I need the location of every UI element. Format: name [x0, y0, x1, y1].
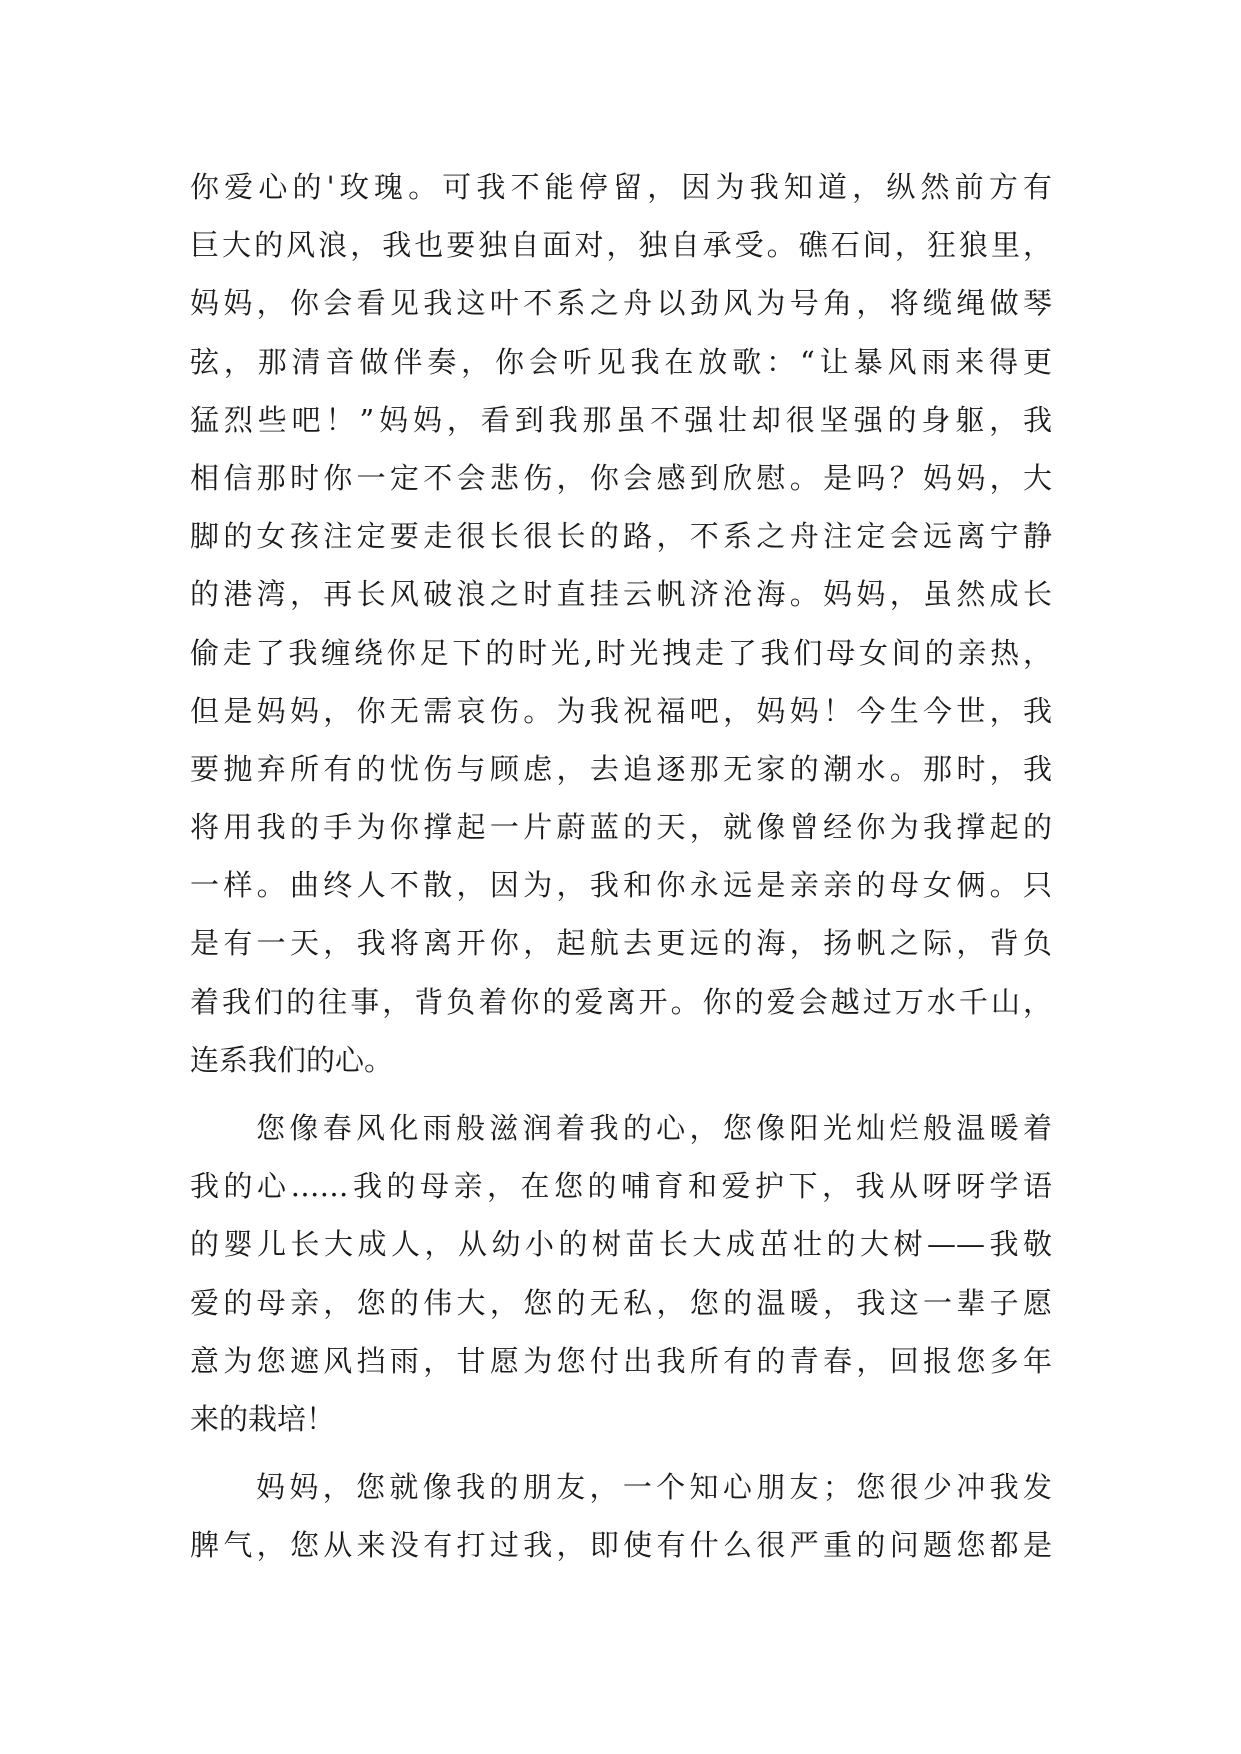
text-line: 意为您遮风挡雨，甘愿为您付出我所有的青春，回报您多年	[190, 1343, 1052, 1378]
text-line: 的婴儿长大成人，从幼小的树苗长大成茁壮的大树——我敬	[190, 1227, 1052, 1262]
text-line: 妈妈，你会看见我这叶不系之舟以劲风为号角，将缆绳做琴	[190, 286, 1052, 321]
paragraph-spacer	[190, 1448, 1052, 1458]
text-line: 脚的女孩注定要走很长很长的路，不系之舟注定会远离宁静	[190, 519, 1052, 554]
text-line: 妈妈，您就像我的朋友，一个知心朋友；您很少冲我发	[256, 1470, 1052, 1505]
text-line: 相信那时你一定不会悲伤，你会感到欣慰。是吗？妈妈，大	[190, 460, 1052, 495]
text-line: 弦，那清音做伴奏，你会听见我在放歌：“让暴风雨来得更	[190, 344, 1052, 379]
text-line: 着我们的往事，背负着你的爱离开。你的爱会越过万水千山，	[190, 984, 1052, 1019]
text-line: 但是妈妈，你无需哀伤。为我祝福吧，妈妈！今生今世，我	[190, 693, 1052, 728]
text-line: 是有一天，我将离开你，起航去更远的海，扬帆之际，背负	[190, 926, 1052, 961]
paragraph-2	[190, 1099, 1052, 1448]
text-line: 巨大的风浪，我也要独自面对，独自承受。礁石间，狂狼里，	[190, 228, 1052, 263]
text-line: 猛烈些吧！”妈妈，看到我那虽不强壮却很坚强的身躯，我	[190, 402, 1052, 437]
text-line: 偷走了我缠绕你足下的时光,时光拽走了我们母女间的亲热，	[190, 635, 1052, 670]
text-line: 我的心……我的母亲，在您的哺育和爱护下，我从呀呀学语	[190, 1169, 1052, 1204]
text-line: 一样。曲终人不散，因为，我和你永远是亲亲的母女俩。只	[190, 868, 1052, 903]
text-line: 爱的母亲，您的伟大，您的无私，您的温暖，我这一辈子愿	[190, 1285, 1052, 1320]
text-line: 来的栽培！	[190, 1401, 336, 1436]
text-line: 你爱心的'玫瑰。可我不能停留，因为我知道，纵然前方有	[190, 170, 1052, 204]
text-line: 连系我们的心。	[190, 1042, 394, 1077]
text-line: 将用我的手为你撑起一片蔚蓝的天，就像曾经你为我撑起的	[190, 810, 1052, 845]
paragraph-1	[190, 158, 1052, 1089]
text-line: 的港湾，再长风破浪之时直挂云帆济沧海。妈妈，虽然成长	[190, 577, 1052, 612]
document-body	[190, 158, 1052, 1575]
text-line: 脾气，您从来没有打过我，即使有什么很严重的问题您都是	[190, 1528, 1052, 1563]
paragraph-spacer	[190, 1089, 1052, 1099]
text-line: 您像春风化雨般滋润着我的心，您像阳光灿烂般温暖着	[256, 1111, 1052, 1145]
paragraph-3	[190, 1458, 1052, 1574]
text-line: 要抛弃所有的忧伤与顾虑，去追逐那无家的潮水。那时，我	[190, 751, 1052, 786]
